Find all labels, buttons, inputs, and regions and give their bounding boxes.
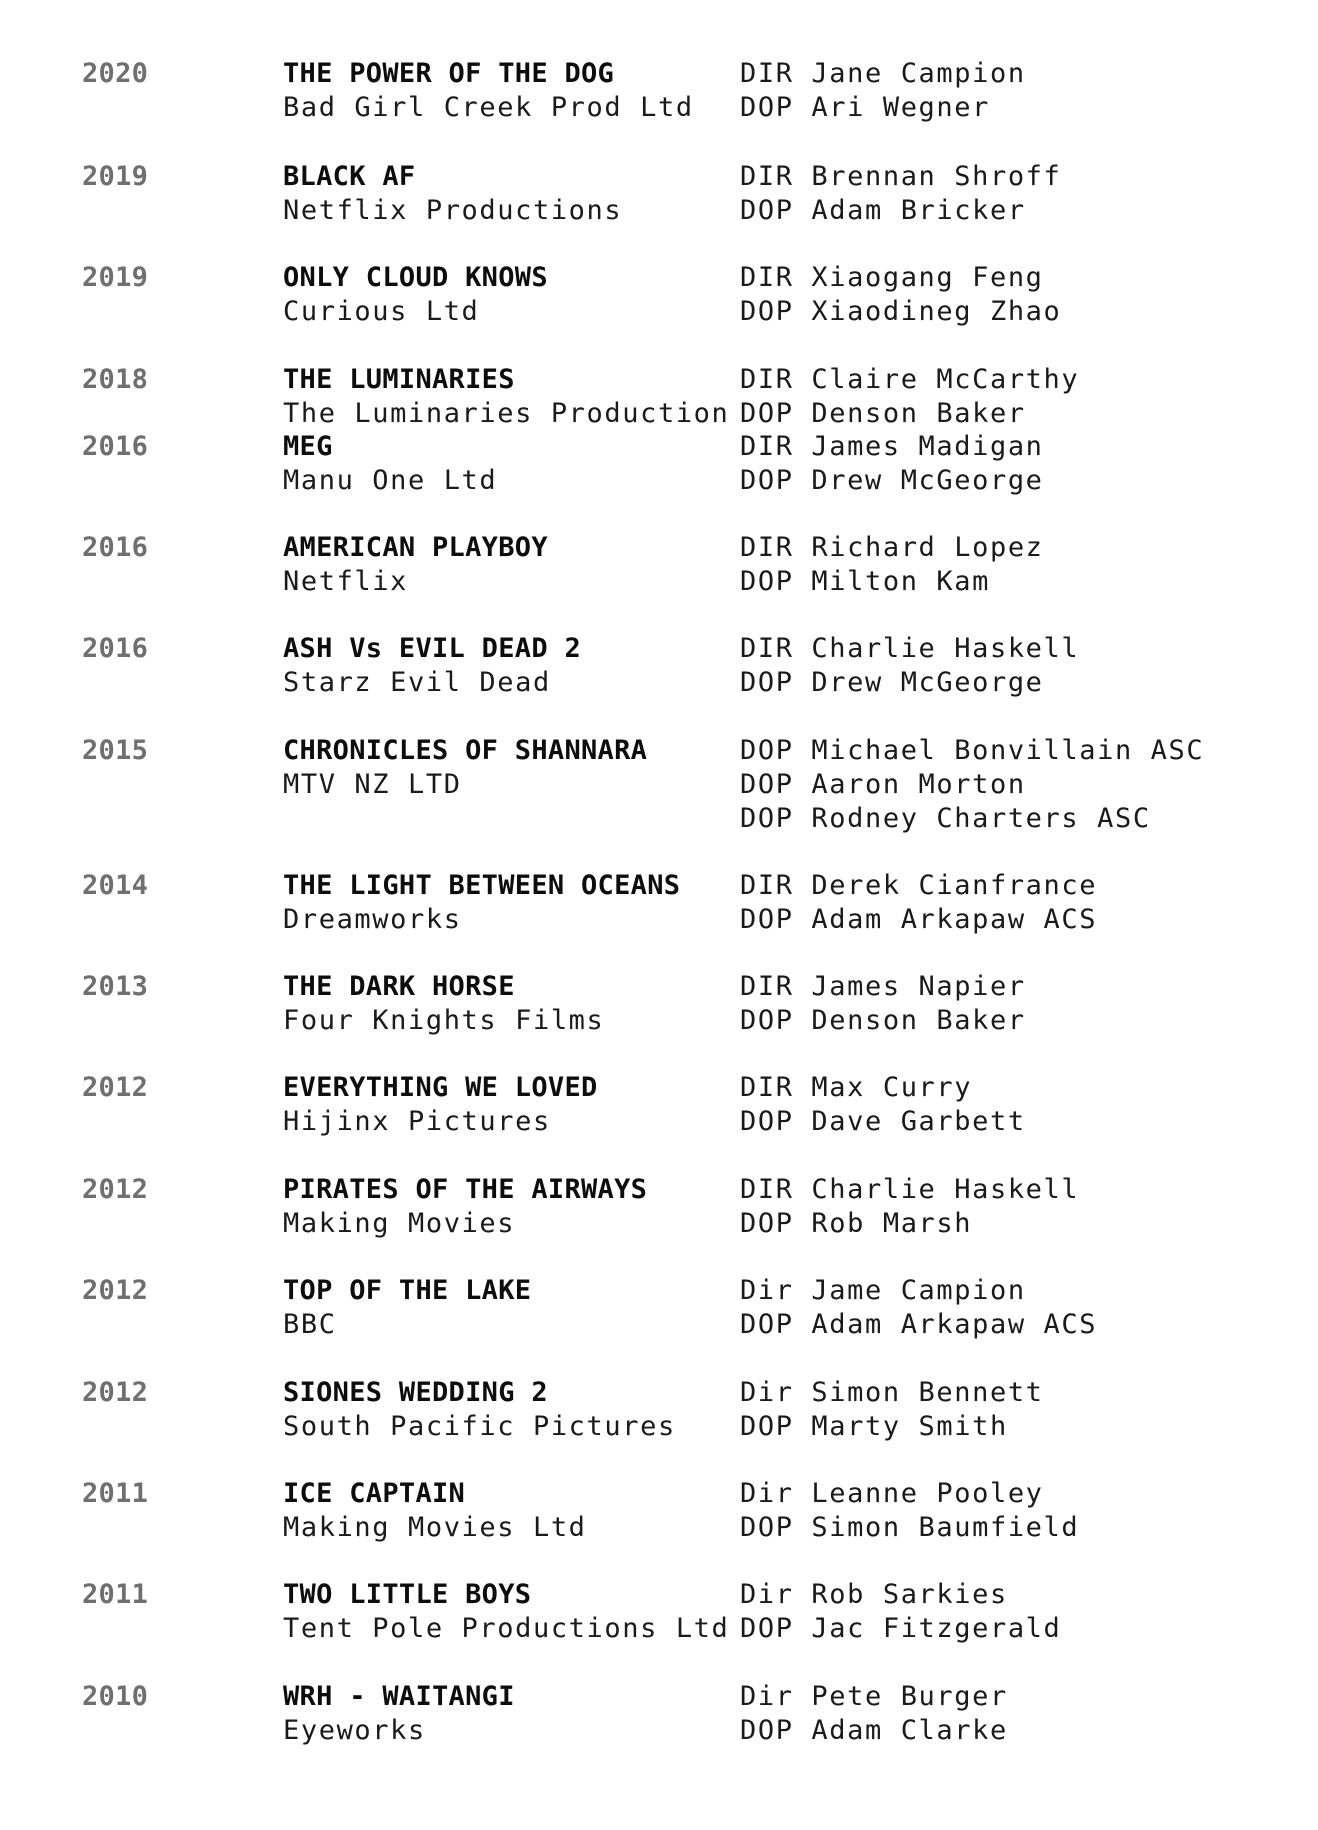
entry-year: 2019 xyxy=(82,262,149,293)
entry-company: Netflix Productions xyxy=(283,195,623,226)
entry-credit: DIR Derek Cianfrance xyxy=(740,870,1098,901)
entry-credit: DOP Xiaodineg Zhao xyxy=(740,296,1062,327)
entry-credit: DOP Michael Bonvillain ASC xyxy=(740,735,1205,766)
entry-credit: DIR Claire McCarthy xyxy=(740,364,1080,395)
entry-credit: Dir Pete Burger xyxy=(740,1681,1008,1712)
entry-title: THE LUMINARIES xyxy=(283,364,515,395)
entry-credit: DOP Adam Arkapaw ACS xyxy=(740,1309,1098,1340)
entry-year: 2013 xyxy=(82,971,149,1002)
entry-credit: Dir Jame Campion xyxy=(740,1275,1026,1306)
entry-title: ASH Vs EVIL DEAD 2 xyxy=(283,633,581,664)
entry-year: 2016 xyxy=(82,431,149,462)
entry-year: 2012 xyxy=(82,1072,149,1103)
entry-credit: DIR Xiaogang Feng xyxy=(740,262,1044,293)
entry-title: AMERICAN PLAYBOY xyxy=(283,532,548,563)
entry-company: Starz Evil Dead xyxy=(283,667,551,698)
entry-year: 2020 xyxy=(82,58,149,89)
entry-title: ICE CAPTAIN xyxy=(283,1478,466,1509)
entry-title: THE POWER OF THE DOG xyxy=(283,58,615,89)
entry-credit: DIR James Madigan xyxy=(740,431,1044,462)
entry-year: 2014 xyxy=(82,870,149,901)
entry-credit: Dir Leanne Pooley xyxy=(740,1478,1044,1509)
entry-credit: DOP Aaron Morton xyxy=(740,769,1026,800)
entry-company: The Luminaries Production xyxy=(283,398,730,429)
entry-title: PIRATES OF THE AIRWAYS xyxy=(283,1174,648,1205)
entry-credit: DIR Richard Lopez xyxy=(740,532,1044,563)
entry-company: Netflix xyxy=(283,566,408,597)
entry-company: Manu One Ltd xyxy=(283,465,498,496)
entry-credit: DIR Charlie Haskell xyxy=(740,633,1080,664)
entry-year: 2019 xyxy=(82,161,149,192)
entry-company: Bad Girl Creek Prod Ltd xyxy=(283,92,694,123)
entry-title: MEG xyxy=(283,431,333,462)
entry-title: EVERYTHING WE LOVED xyxy=(283,1072,598,1103)
entry-year: 2010 xyxy=(82,1681,149,1712)
entry-credit: DOP Adam Arkapaw ACS xyxy=(740,904,1098,935)
entry-credit: DOP Marty Smith xyxy=(740,1411,1008,1442)
entry-title: TWO LITTLE BOYS xyxy=(283,1579,532,1610)
entry-company: Making Movies Ltd xyxy=(283,1512,587,1543)
entry-credit: DOP Denson Baker xyxy=(740,398,1026,429)
entry-year: 2016 xyxy=(82,532,149,563)
entry-credit: DOP Jac Fitzgerald xyxy=(740,1613,1062,1644)
entry-company: MTV NZ LTD xyxy=(283,769,462,800)
entry-credit: DOP Ari Wegner xyxy=(740,92,990,123)
entry-title: TOP OF THE LAKE xyxy=(283,1275,532,1306)
entry-company: Dreamworks xyxy=(283,904,462,935)
entry-year: 2011 xyxy=(82,1579,149,1610)
entry-credit: DOP Rob Marsh xyxy=(740,1208,973,1239)
entry-credit: DOP Milton Kam xyxy=(740,566,990,597)
entry-year: 2012 xyxy=(82,1275,149,1306)
entry-credit: DOP Denson Baker xyxy=(740,1005,1026,1036)
entry-title: WRH - WAITANGI xyxy=(283,1681,515,1712)
entry-year: 2015 xyxy=(82,735,149,766)
entry-credit: DOP Rodney Charters ASC xyxy=(740,803,1151,834)
entry-credit: DOP Drew McGeorge xyxy=(740,667,1044,698)
entry-title: CHRONICLES OF SHANNARA xyxy=(283,735,648,766)
entry-title: ONLY CLOUD KNOWS xyxy=(283,262,548,293)
entry-title: BLACK AF xyxy=(283,161,416,192)
entry-credit: DIR Max Curry xyxy=(740,1072,973,1103)
entry-year: 2012 xyxy=(82,1377,149,1408)
entry-title: SIONES WEDDING 2 xyxy=(283,1377,548,1408)
entry-year: 2018 xyxy=(82,364,149,395)
entry-credit: DOP Adam Bricker xyxy=(740,195,1026,226)
entry-company: Making Movies xyxy=(283,1208,516,1239)
entry-credit: Dir Rob Sarkies xyxy=(740,1579,1008,1610)
entry-credit: DOP Simon Baumfield xyxy=(740,1512,1080,1543)
entry-credit: Dir Simon Bennett xyxy=(740,1377,1044,1408)
entry-year: 2016 xyxy=(82,633,149,664)
entry-company: Tent Pole Productions Ltd xyxy=(283,1613,730,1644)
entry-credit: DIR Charlie Haskell xyxy=(740,1174,1080,1205)
entry-credit: DOP Drew McGeorge xyxy=(740,465,1044,496)
entry-credit: DOP Adam Clarke xyxy=(740,1715,1008,1746)
entry-credit: DIR Brennan Shroff xyxy=(740,161,1062,192)
entry-title: THE LIGHT BETWEEN OCEANS xyxy=(283,870,681,901)
entry-company: BBC xyxy=(283,1309,337,1340)
entry-company: Eyeworks xyxy=(283,1715,426,1746)
entry-title: THE DARK HORSE xyxy=(283,971,515,1002)
entry-company: Hijinx Pictures xyxy=(283,1106,551,1137)
entry-credit: DIR Jane Campion xyxy=(740,58,1026,89)
entry-credit: DOP Dave Garbett xyxy=(740,1106,1026,1137)
entry-year: 2011 xyxy=(82,1478,149,1509)
entry-company: Four Knights Films xyxy=(283,1005,605,1036)
entry-credit: DIR James Napier xyxy=(740,971,1026,1002)
entry-year: 2012 xyxy=(82,1174,149,1205)
entry-company: Curious Ltd xyxy=(283,296,480,327)
entry-company: South Pacific Pictures xyxy=(283,1411,676,1442)
